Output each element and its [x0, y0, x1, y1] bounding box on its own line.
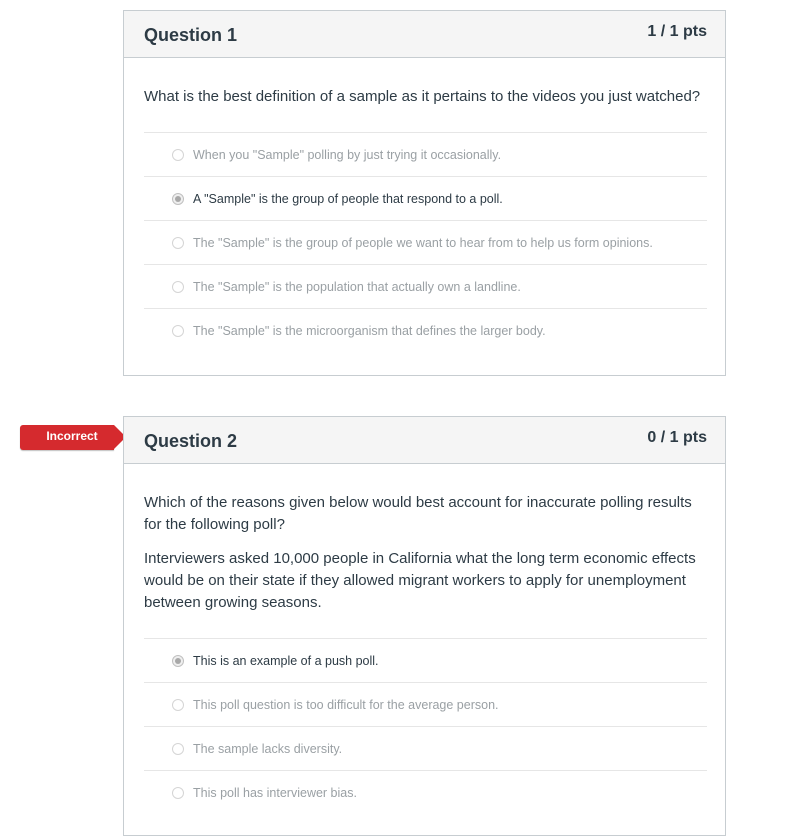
- answer-label: The "Sample" is the group of people we want to hear from to help us form opinions.: [193, 235, 653, 250]
- radio-icon[interactable]: [172, 281, 184, 293]
- answer-option-selected[interactable]: [144, 176, 707, 220]
- question-header: [124, 11, 725, 58]
- answer-label: The "Sample" is the microorganism that defines the larger body.: [193, 323, 546, 338]
- question-prompt: Which of the reasons given below would best account for inaccurate polling results for the following poll?: [144, 494, 692, 533]
- answer-option[interactable]: [144, 770, 707, 814]
- radio-selected-icon[interactable]: [172, 193, 184, 205]
- radio-icon[interactable]: [172, 149, 184, 161]
- question-title: Question 2: [144, 431, 238, 451]
- question-text: [144, 58, 707, 132]
- answer-list: [144, 638, 707, 814]
- question-points: 1 / 1 pts: [647, 23, 707, 40]
- answer-option[interactable]: [144, 264, 707, 308]
- radio-selected-icon[interactable]: [172, 655, 184, 667]
- answer-label: A "Sample" is the group of people that respond to a poll.: [193, 191, 503, 206]
- question-prompt: What is the best definition of a sample as it pertains to the videos you just watched?: [144, 88, 701, 105]
- question-points: 0 / 1 pts: [647, 429, 707, 446]
- answer-label: This is an example of a push poll.: [193, 653, 379, 668]
- answer-label: When you "Sample" polling by just trying it occasionally.: [193, 147, 502, 162]
- answer-label: This poll has interviewer bias.: [193, 785, 357, 800]
- radio-icon[interactable]: [172, 699, 184, 711]
- answer-option[interactable]: [144, 308, 707, 352]
- answer-option[interactable]: [144, 726, 707, 770]
- question-text: [144, 464, 707, 638]
- radio-icon[interactable]: [172, 743, 184, 755]
- answer-label: The sample lacks diversity.: [193, 741, 343, 756]
- radio-icon[interactable]: [172, 787, 184, 799]
- answer-label: The "Sample" is the population that actually own a landline.: [193, 279, 521, 294]
- question-2-card: [123, 416, 726, 836]
- incorrect-flag: [20, 425, 125, 450]
- radio-icon[interactable]: [172, 237, 184, 249]
- answer-list: [144, 132, 707, 352]
- radio-icon[interactable]: [172, 325, 184, 337]
- answer-option[interactable]: [144, 220, 707, 264]
- answer-option[interactable]: [144, 132, 707, 176]
- question-title: Question 1: [144, 25, 238, 45]
- question-scenario: Interviewers asked 10,000 people in California what the long term economic effects would be on their state if they allowed migrant workers to apply for unemployment between growing seasons.: [144, 550, 696, 611]
- answer-option[interactable]: [144, 682, 707, 726]
- answer-option-selected[interactable]: [144, 638, 707, 682]
- question-header: [124, 417, 725, 464]
- answer-label: This poll question is too difficult for the average person.: [193, 697, 499, 712]
- incorrect-label: Incorrect: [46, 429, 98, 443]
- question-1-card: [123, 10, 726, 376]
